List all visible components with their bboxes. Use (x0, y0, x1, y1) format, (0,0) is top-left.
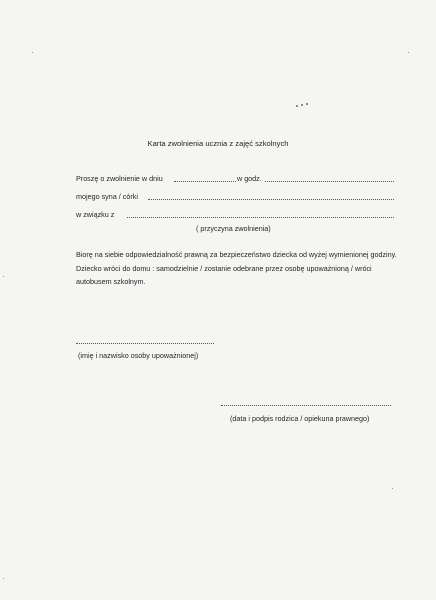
release-date-field[interactable] (174, 181, 236, 182)
scan-speck (408, 52, 409, 53)
authorized-person-field[interactable] (76, 343, 214, 344)
scan-speck (301, 104, 303, 106)
scan-speck (392, 488, 393, 489)
release-date-label: Proszę o zwolnienie w dniu (76, 174, 163, 183)
scan-speck (3, 276, 4, 277)
child-name-field[interactable] (148, 199, 394, 200)
scan-speck (32, 52, 33, 53)
responsibility-statement: Biorę na siebie odpowiedzialność prawną za bezpieczeństwo dziecka od wyżej wymienionej godziny. Dziecko wróci do domu : samodzielnie / zostanie odebrane przez osobę upoważnioną / wróci autobusem szkolnym. (76, 250, 397, 286)
reason-caption: ( przyczyna zwolnienia) (196, 224, 271, 233)
parent-signature-caption: (data i podpis rodzica / opiekuna prawnego) (230, 414, 370, 423)
document-title: Karta zwolnienia ucznia z zajęć szkolnych (147, 139, 289, 148)
release-hour-field[interactable] (265, 181, 394, 182)
scan-speck (306, 103, 308, 105)
scan-speck (296, 105, 298, 107)
authorized-person-caption: (imię i nazwisko osoby upoważnionej) (78, 351, 199, 360)
reason-field[interactable] (127, 217, 394, 218)
scan-speck (3, 578, 4, 579)
reason-label: w związku z (76, 210, 115, 219)
parent-signature-field[interactable] (221, 405, 391, 406)
child-name-label: mojego syna / córki (76, 192, 138, 201)
release-hour-label: w godz. (237, 174, 262, 183)
